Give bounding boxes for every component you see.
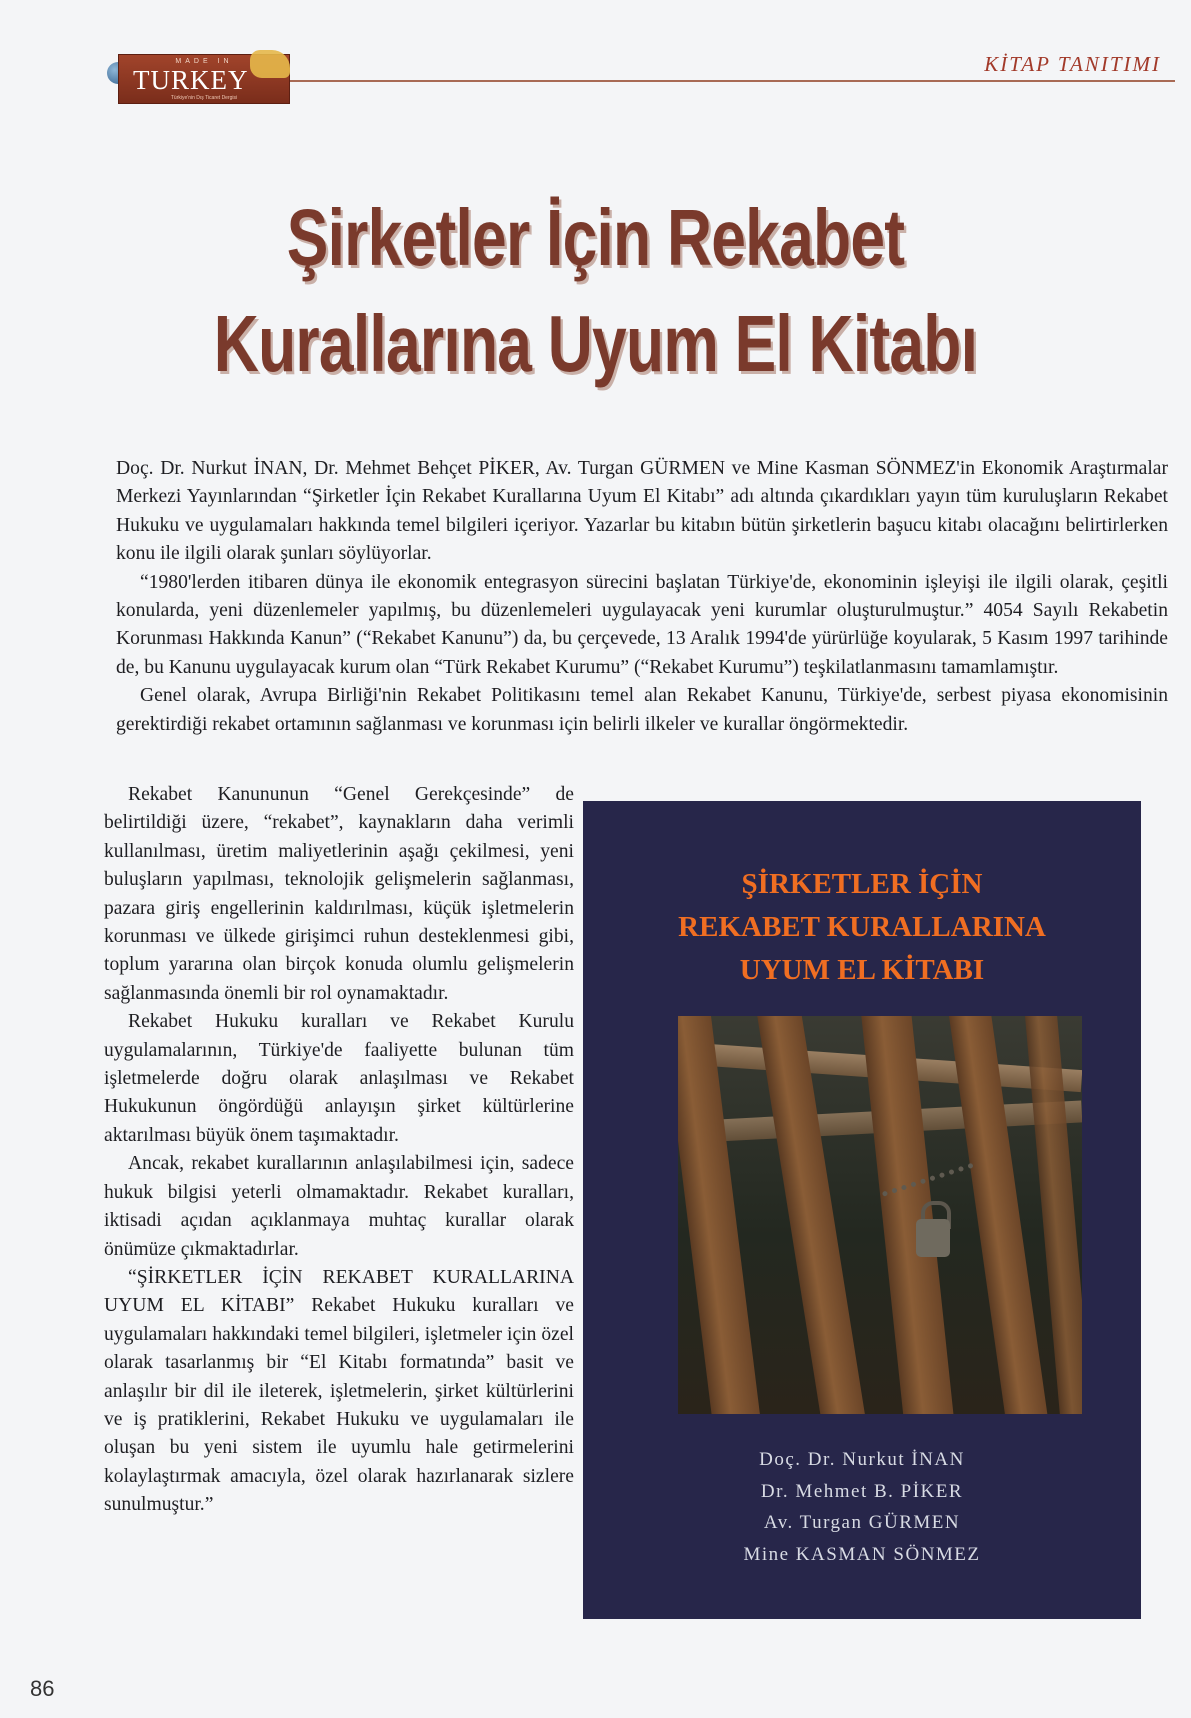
page-number: 86 <box>30 1676 55 1701</box>
logo-tagline: Türkiye'nin Dış Ticaret Dergisi <box>170 95 238 101</box>
intro-paragraph: Genel olarak, Avrupa Birliği'nin Rekabet Politikasını temel alan Rekabet Kanunu, Türkiye'de, serbest piyasa ekonomisinin gerektirdiği rekabet ortamının sağlanması ve korunması için belirli ilkeler ve kurallar öngörmektedir. <box>116 685 1168 735</box>
article-title-line-1: Şirketler İçin Rekabet <box>286 193 905 282</box>
column-paragraph: “ŞİRKETLER İÇİN REKABET KURALLARINA UYUM EL KİTABI” Rekabet Hukuku kuralları ve uygulamaları hakkındaki temel bilgileri, işletmeler için özel olarak tasarlanmış bir “El Kitabı formatında” basit ve anlaşılır bir dil ile ileterek, işletmelerin, şirket kültürlerini ve iş pratiklerini, Rekabet Hukuku ve uygulamaları ile oluşan bu yeni sistem ile uyumlu hale getirmelerini kolaylaştırmak amacıyla, özel olarak hazırlanarak sizlere sunulmuştur.” <box>104 1266 574 1516</box>
logo-made-in: MADE IN <box>175 58 233 65</box>
logo-name: TURKEY <box>133 65 249 95</box>
hand-icon <box>250 50 290 78</box>
article-title-line-2: Kurallarına Uyum El Kitabı <box>213 299 978 388</box>
book-cover-author: Av. Turgan GÜRMEN <box>763 1512 961 1533</box>
book-cover-title-line: UYUM EL KİTABI <box>739 954 985 986</box>
column-paragraph: Rekabet Kanununun “Genel Gerekçesinde” de belirtildiği üzere, “rekabet”, kaynakların daha verimli kullanılması, üretim maliyetlerinin aşağı çekilmesi, yeni buluşların yapılması, teknolojik gelişmelerin sağlanması, pazara giriş engellerinin kaldırılması, küçük işletmelerin korunması ve ülkede girişimci ruhun desteklenmesi gibi, toplum yararına olan birçok konuda olumlu gelişmelerin sağlanmasında önemli bir rol oynamaktadır. <box>104 784 574 1004</box>
book-cover-photo <box>678 1016 1082 1414</box>
padlock-icon <box>916 1219 950 1257</box>
intro-text <box>116 455 1168 739</box>
book-cover-authors <box>583 1444 1141 1570</box>
book-cover-title <box>583 863 1141 992</box>
book-cover-title-line: ŞİRKETLER İÇİN <box>741 868 983 900</box>
book-cover-author: Mine KASMAN SÖNMEZ <box>743 1543 981 1565</box>
header-rule <box>290 80 1175 82</box>
book-cover-title-line: REKABET KURALLARINA <box>678 911 1046 943</box>
book-cover <box>583 801 1141 1619</box>
column-paragraph: Rekabet Hukuku kuralları ve Rekabet Kurulu uygulamalarının, Türkiye'de faaliyette bulunan tüm işletmelerde doğru olarak anlaşılması ve Rekabet Hukukunun öngördüğü anlayışın şirket kültürlerine aktarılması büyük önem taşımaktadır. <box>104 1011 574 1146</box>
photo-plank <box>678 1016 762 1414</box>
intro-paragraph: Doç. Dr. Nurkut İNAN, Dr. Mehmet Behçet PİKER, Av. Turgan GÜRMEN ve Mine Kasman SÖNMEZ'in Ekonomik Araştırmalar Merkezi Yayınlarından “Şirketler İçin Rekabet Kurallarına Uyum El Kitabı” adı altında çıkardıkları yayın tüm kuruluşların Rekabet Hukuku ve uygulamaları hakkında temel bilgileri içeriyor. Yazarlar bu kitabın bütün şirketlerin başucu kitabı olacağını belirtirlerken konu ile ilgili olarak şunları söylüyorlar. <box>116 458 1168 565</box>
column-text <box>104 781 574 1520</box>
column-paragraph: Ancak, rekabet kurallarının anlaşılabilmesi için, sadece hukuk bilgisi yeterli olmamaktadır. Rekabet kuralları, iktisadi açıdan açıklanmaya muhtaç kurallar olarak önümüze çıkmaktadırlar. <box>104 1153 574 1260</box>
section-title: KİTAP TANITIMI <box>984 52 1161 76</box>
book-cover-author: Doç. Dr. Nurkut İNAN <box>759 1449 965 1470</box>
intro-paragraph: “1980'lerden itibaren dünya ile ekonomik entegrasyon sürecini başlatan Türkiye'de, ekonominin işleyişi ile ilgili olarak, çeşitli konularda, yeni düzenlemeler yapılmış, bu düzenlemeleri uygulayacak yeni kurumlar oluşturulmuştur.” 4054 Sayılı Rekabetin Korunması Hakkında Kanun” (“Rekabet Kanunu”) da, bu çerçevede, 13 Aralık 1994'de yürürlüğe koyularak, 5 Kasım 1997 tarihinde de, bu Kanunu uygulayacak kurum olan “Türk Rekabet Kurumu” (“Rekabet Kurumu”) teşkilatlanmasını tamamlamıştır. <box>116 571 1168 678</box>
book-cover-author: Dr. Mehmet B. PİKER <box>760 1480 964 1502</box>
